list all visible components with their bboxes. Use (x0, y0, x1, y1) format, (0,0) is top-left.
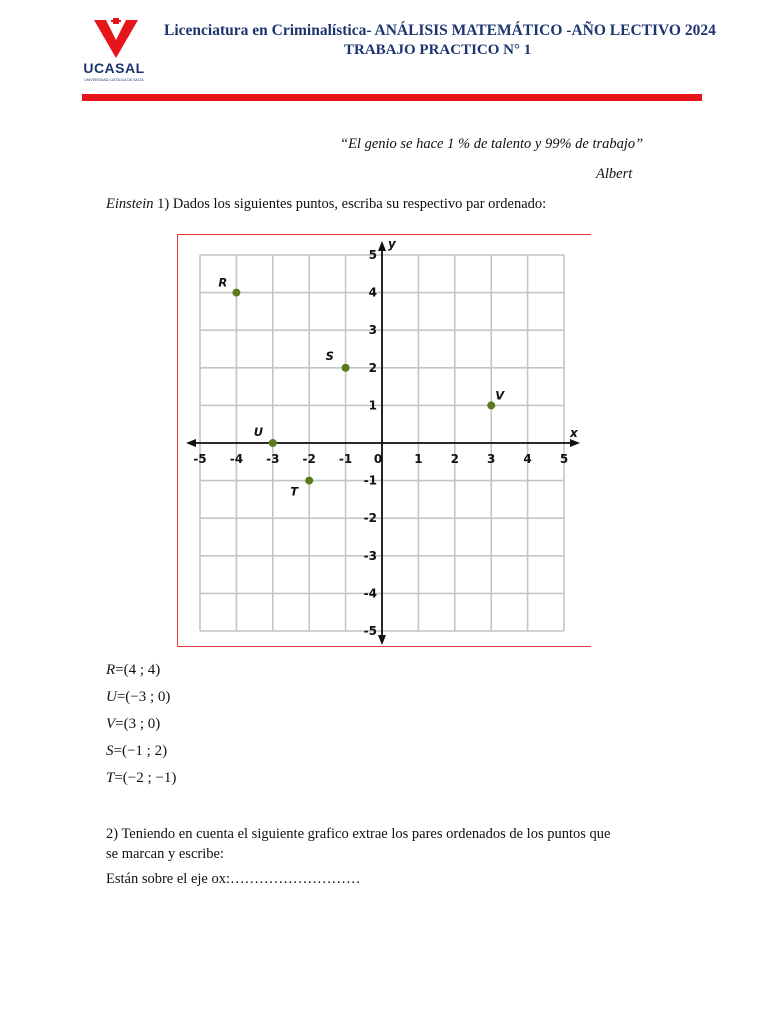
answer-name: V (106, 716, 116, 732)
answer-item (106, 743, 167, 760)
point-label: T (290, 484, 299, 499)
y-tick-label: 4 (368, 285, 377, 300)
question-1-text: Dados los siguientes puntos, escriba su respectivo par ordenado: (172, 196, 547, 212)
quote-author-first: Albert (596, 166, 633, 182)
data-point (342, 364, 350, 372)
point-label: S (325, 348, 334, 363)
header-subtitle: TRABAJO PRACTICO N° 1 (344, 42, 532, 58)
x-tick-label: -4 (229, 452, 244, 466)
point-label: U (253, 425, 264, 439)
answer-name: U (106, 689, 117, 705)
x-tick-label: 0 (373, 452, 383, 466)
y-tick-label: 3 (368, 323, 377, 338)
answer-value: =(−2 ; −1) (114, 770, 177, 786)
y-axis-label: y (388, 237, 396, 251)
x-axis-label: x (570, 426, 578, 440)
answer-value: =(3 ; 0) (115, 716, 161, 732)
answer-value: =(−3 ; 0) (116, 689, 171, 705)
y-tick-label: 2 (368, 360, 377, 375)
x-axis-arrow-left (186, 439, 196, 447)
x-tick-label: 4 (523, 452, 532, 466)
logo-text: UCASAL (83, 60, 145, 76)
quote-text: “El genio se hace 1 % de talento y 99% de trabajo” (340, 136, 644, 152)
answer-value: =(−1 ; 2) (113, 743, 168, 759)
answer-item (106, 689, 170, 706)
quote-author-last: Einstein (106, 196, 154, 212)
x-tick-label: -1 (338, 452, 353, 466)
y-axis-arrow-up (378, 241, 386, 251)
x-tick-label: 2 (450, 452, 459, 466)
data-point (269, 439, 277, 447)
y-tick-label: 1 (368, 398, 377, 413)
data-point (232, 289, 240, 297)
y-tick-label: -2 (363, 511, 377, 526)
question-1-number: 1) (157, 196, 170, 212)
x-tick-label: -3 (266, 452, 280, 466)
logo-emblem-icon (80, 18, 152, 62)
logo-subtext: UNIVERSIDAD CATÓLICA DE SALTA (84, 78, 144, 82)
answer-item (106, 770, 176, 787)
question-2-text: 2) Teniendo en cuenta el siguiente grafico extrae los pares ordenados de los puntos que se marcan y escribe: (106, 826, 611, 862)
x-tick-label: -2 (302, 452, 316, 466)
answer-name: R (106, 662, 116, 678)
x-axis-arrow-right (570, 439, 580, 447)
answer-value: =(4 ; 4) (115, 662, 161, 678)
question-2-prompt: Están sobre el eje ox:……………………… (106, 871, 361, 887)
y-axis-arrow-down (378, 635, 386, 645)
y-tick-label: 5 (368, 248, 377, 262)
question-1 (106, 196, 546, 213)
y-tick-label: -1 (363, 473, 377, 488)
answer-item (106, 662, 160, 679)
answer-name: T (106, 770, 115, 786)
data-point (487, 401, 495, 409)
y-tick-label: -5 (363, 624, 377, 638)
coordinate-plane (178, 235, 592, 648)
answer-item (106, 716, 160, 733)
data-point (305, 477, 313, 485)
x-tick-label: 1 (414, 452, 423, 466)
header-divider (82, 94, 702, 101)
answer-name: S (106, 743, 114, 759)
coordinate-chart (177, 234, 591, 647)
point-label: V (495, 388, 505, 403)
point-label: R (218, 275, 228, 290)
y-tick-label: -3 (363, 548, 377, 563)
x-tick-label: -5 (193, 452, 207, 466)
x-tick-label: 3 (487, 452, 496, 466)
x-tick-label: 5 (559, 452, 569, 466)
header-title: Licenciatura en Criminalística- ANÁLISIS MATEMÁTICO -AÑO LECTIVO 2024 (164, 22, 716, 39)
y-tick-label: -4 (363, 586, 377, 601)
